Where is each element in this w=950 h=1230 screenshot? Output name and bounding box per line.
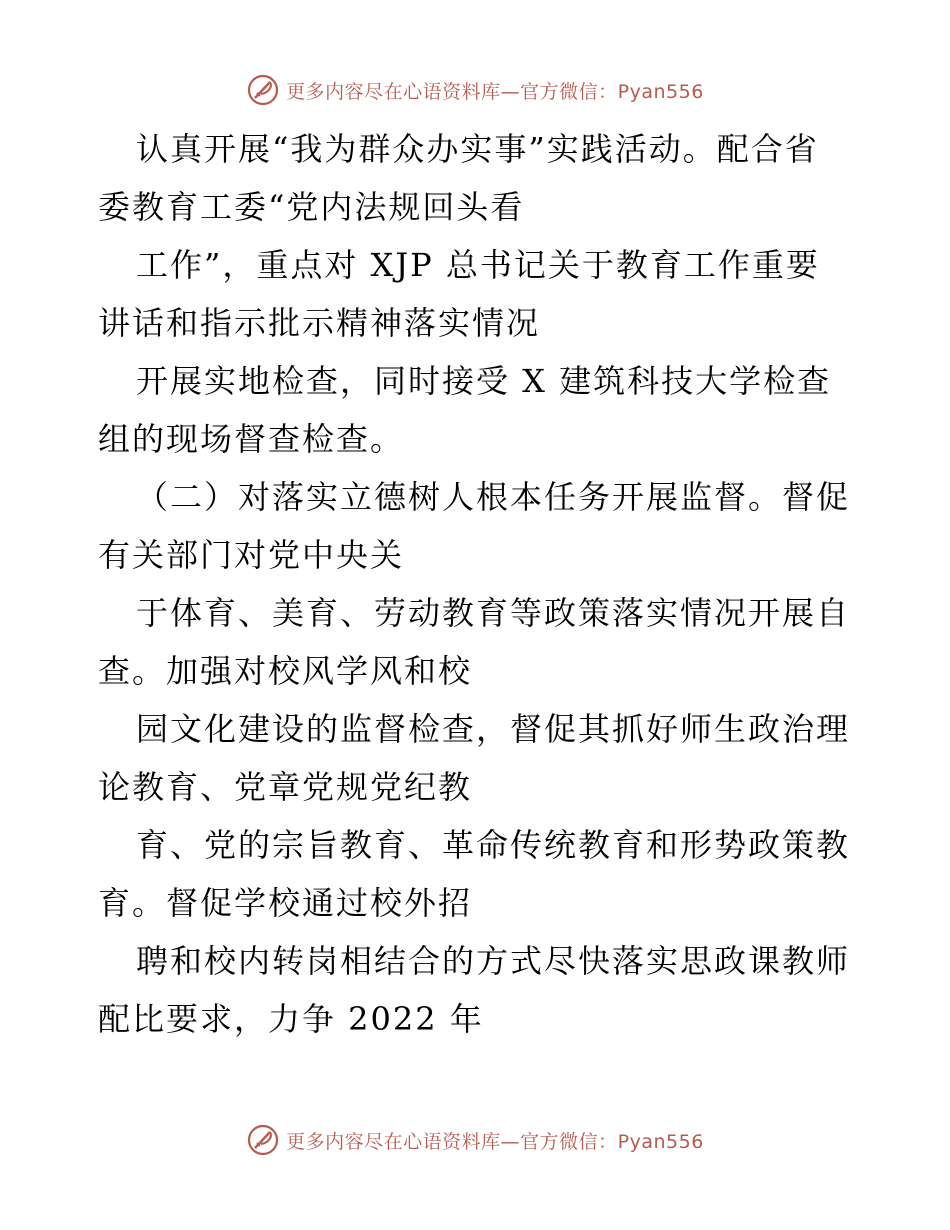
- header-watermark: [0, 70, 950, 110]
- text-line: 于体育、美育、劳动教育等政策落实情况开展自: [136, 594, 851, 632]
- text-line: 育、党的宗旨教育、革命传统教育和形势政策教: [136, 826, 851, 864]
- text-line: 委教育工委“党内法规回头看: [98, 188, 525, 226]
- text-line: 育。督促学校通过校外招: [98, 884, 473, 922]
- text-line: 工作”，重点对 XJP 总书记关于教育工作重要: [136, 246, 820, 284]
- text-line: 开展实地检查，同时接受 X 建筑科技大学检查: [136, 362, 832, 400]
- feather-pen-icon: [246, 73, 280, 107]
- footer-watermark: [0, 1120, 950, 1160]
- document-body: [98, 120, 858, 1048]
- text-line: 讲话和指示批示精神落实情况: [98, 304, 541, 342]
- text-line: 园文化建设的监督检查，督促其抓好师生政治理: [136, 710, 851, 748]
- watermark-text: 更多内容尽在心语资料库—官方微信：Pyan556: [286, 80, 704, 103]
- feather-pen-icon: [246, 1123, 280, 1157]
- text-line: 有关部门对党中央关: [98, 536, 405, 574]
- text-line: 查。加强对校风学风和校: [98, 652, 473, 690]
- text-line: 认真开展“我为群众办实事”实践活动。配合省: [136, 130, 819, 168]
- text-line: 配比要求，力争 2022 年: [98, 1000, 484, 1038]
- text-line: 聘和校内转岗相结合的方式尽快落实思政课教师: [136, 942, 851, 980]
- text-line: （二）对落实立德树人根本任务开展监督。督促: [136, 478, 851, 516]
- watermark-text: 更多内容尽在心语资料库—官方微信：Pyan556: [286, 1130, 704, 1153]
- text-line: 论教育、党章党规党纪教: [98, 768, 473, 806]
- text-line: 组的现场督查检查。: [98, 420, 405, 458]
